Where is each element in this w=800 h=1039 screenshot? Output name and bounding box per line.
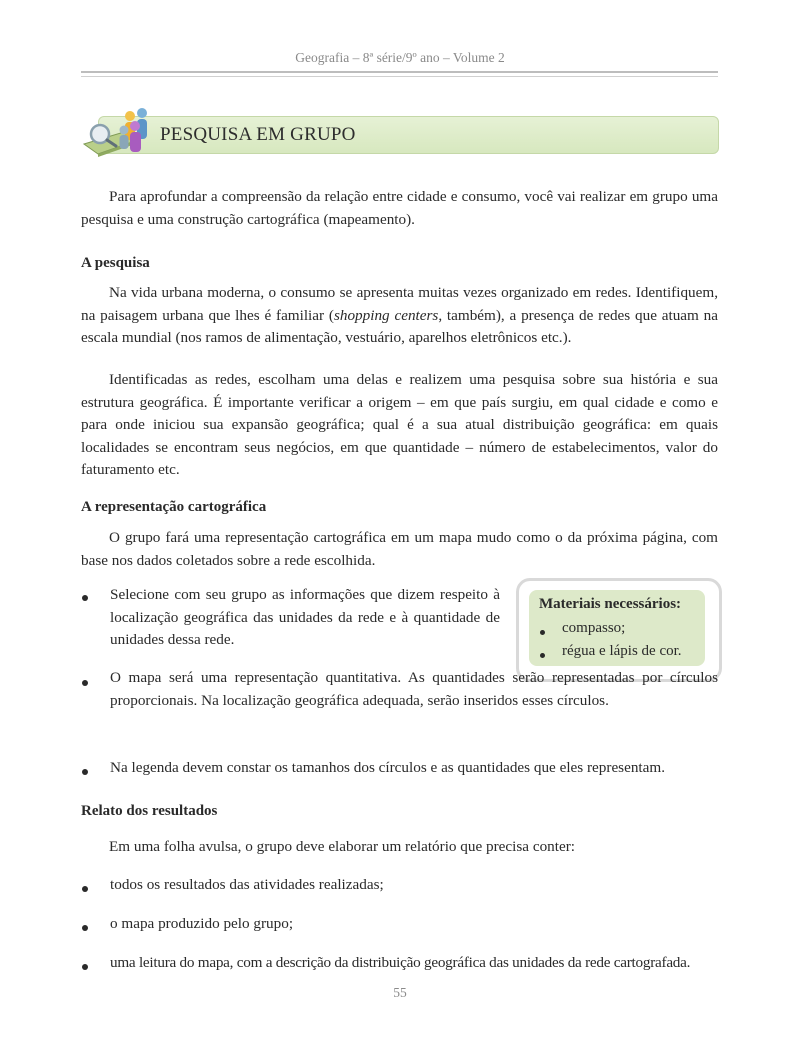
- relato-intro: Em uma folha avulsa, o grupo deve elaborar um relatório que precisa conter:: [109, 838, 575, 855]
- materials-item: compasso;: [562, 620, 626, 636]
- shopping-centers-term: shopping centers: [333, 306, 439, 324]
- representacao-bullet-1: Selecione com seu grupo as informações que dizem respeito à localização geográfica das unidades da rede e à quantidade de unidades dessa rede.: [110, 586, 500, 649]
- bullet-dot: [82, 769, 88, 775]
- representacao-bullet-2: O mapa será uma representação quantitativa. As quantidades serão representadas por círculos proporcionais. Na localização geográfica adequada, serão inseridos esses círculos.: [110, 669, 718, 709]
- representacao-paragraph: O grupo fará uma representação cartográfica em um mapa mudo como o da próxima página, com base nos dados coletados sobre a rede escolhida.: [81, 529, 718, 569]
- relato-item: todos os resultados das atividades realizadas;: [110, 876, 384, 893]
- bullet-dot: [82, 595, 88, 601]
- pesquisa-paragraph-2: Identificadas as redes, escolham uma delas e realizem uma pesquisa sobre sua história e sua estrutura geográfica. É importante verificar a origem – em que país surgiu, em qual cidade e como e para onde iniciou sua expansão geográfica; qual é a sua atual distribuição geográfica: em quais localidades se encontram seus negócios, em que quantidade – número de estabelecimentos, valor do faturamento etc.: [81, 371, 718, 479]
- group-research-icon: [80, 104, 164, 162]
- relato-item: o mapa produzido pelo grupo;: [110, 915, 294, 932]
- materials-title: Materiais necessários:: [539, 596, 682, 612]
- bullet-dot: [540, 630, 545, 635]
- representacao-bullet-3: Na legenda devem constar os tamanhos dos círculos e as quantidades que eles representam.: [110, 759, 665, 776]
- pesquisa-paragraph-1: Na vida urbana moderna, o consumo se apresenta muitas vezes organizado em redes. Identifiquem, na paisagem urbana que lhes é familiar (shopping centers, também), a presença de redes que atuam na escala mundial (nos ramos de alimentação, vestuário, aparelhos eletrônicos etc.).: [81, 284, 718, 347]
- header-divider: [81, 71, 718, 73]
- materials-item: régua e lápis de cor.: [562, 643, 682, 659]
- header-divider-thin: [81, 76, 718, 77]
- bullet-dot: [540, 653, 545, 658]
- bullet-dot: [82, 925, 88, 931]
- running-header: Geografia – 8ª série/9º ano – Volume 2: [295, 50, 505, 65]
- representacao-heading: A representação cartográfica: [81, 499, 267, 515]
- relato-item: uma leitura do mapa, com a descrição da distribuição geográfica das unidades da rede cartografada.: [110, 954, 691, 971]
- bullet-dot: [82, 964, 88, 970]
- relato-heading: Relato dos resultados: [81, 803, 218, 819]
- bullet-dot: [82, 886, 88, 892]
- pesquisa-heading: A pesquisa: [81, 255, 150, 271]
- section-title: PESQUISA EM GRUPO: [160, 124, 356, 145]
- bullet-dot: [82, 680, 88, 686]
- page-number: 55: [393, 985, 407, 1000]
- intro-paragraph: Para aprofundar a compreensão da relação entre cidade e consumo, você vai realizar em grupo uma pesquisa e uma construção cartográfica (mapeamento).: [81, 188, 718, 228]
